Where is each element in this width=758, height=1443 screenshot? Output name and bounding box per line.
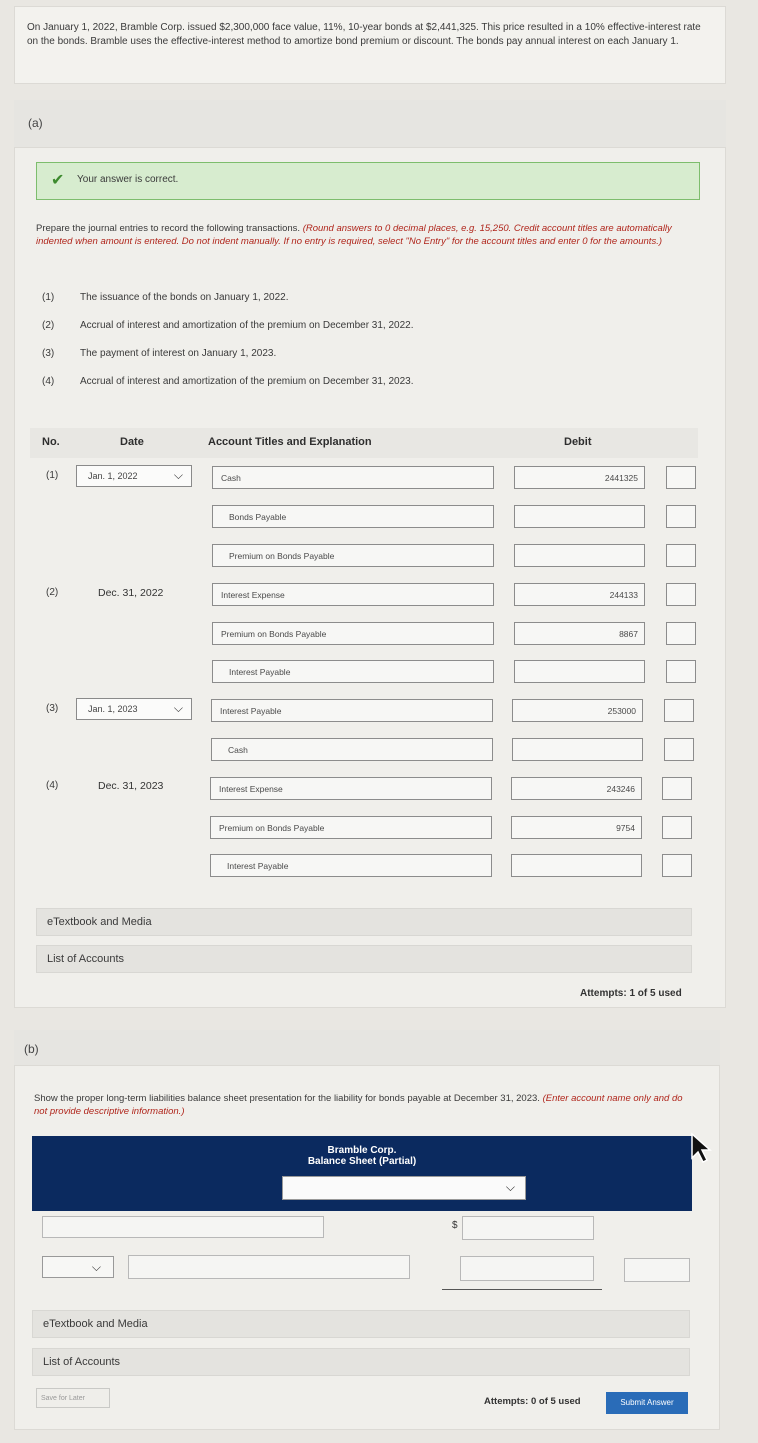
problem-statement: On January 1, 2022, Bramble Corp. issued $2,300,000 face value, 11%, 10-year bonds at $2,441,325. This price resulted in a 10% effective-interest rate on the bonds. Bramble uses the effective-interest method to amortize bond premium or discount. The bonds pay annual interest on each January 1. xyxy=(14,6,726,84)
transaction-number: (4) xyxy=(42,376,55,387)
account-input[interactable]: Interest Payable xyxy=(210,854,492,877)
credit-input[interactable] xyxy=(666,505,696,528)
transaction-number: (2) xyxy=(42,320,55,331)
etextbook-media-link[interactable]: eTextbook and Media xyxy=(32,1310,690,1338)
account-input[interactable]: Interest Payable xyxy=(211,699,493,722)
attempts-counter: Attempts: 1 of 5 used xyxy=(580,988,682,999)
etextbook-media-link[interactable]: eTextbook and Media xyxy=(36,908,692,936)
mouse-cursor-icon xyxy=(690,1132,712,1164)
credit-input[interactable] xyxy=(666,660,696,683)
debit-input[interactable] xyxy=(514,660,645,683)
account-input[interactable]: Interest Payable xyxy=(212,660,494,683)
account-input[interactable]: Premium on Bonds Payable xyxy=(210,816,492,839)
debit-input[interactable]: 253000 xyxy=(512,699,643,722)
part-b-label: (b) xyxy=(24,1042,39,1056)
submit-answer-button[interactable]: Submit Answer xyxy=(606,1392,688,1414)
credit-input[interactable] xyxy=(666,583,696,606)
transaction-text: The issuance of the bonds on January 1, 2022. xyxy=(80,292,289,303)
credit-input[interactable] xyxy=(662,854,692,877)
instructions-text: Show the proper long-term liabilities balance sheet presentation for the liability for bonds payable at December 31, 2023. xyxy=(34,1093,540,1104)
debit-input[interactable] xyxy=(512,738,643,761)
credit-input[interactable] xyxy=(662,816,692,839)
part-a-label: (a) xyxy=(28,116,43,130)
credit-input[interactable] xyxy=(662,777,692,800)
transaction-text: Accrual of interest and amortization of the premium on December 31, 2022. xyxy=(80,320,414,331)
chevron-down-icon: ⌵ xyxy=(91,1260,101,1274)
account-input[interactable]: Cash xyxy=(211,738,493,761)
entry-number: (1) xyxy=(46,470,59,481)
debit-input[interactable]: 8867 xyxy=(514,622,645,645)
dollar-sign: $ xyxy=(452,1220,458,1231)
credit-input[interactable] xyxy=(664,738,694,761)
total-input[interactable] xyxy=(624,1258,690,1282)
transaction-text: Accrual of interest and amortization of the premium on December 31, 2023. xyxy=(80,376,414,387)
amount-input[interactable] xyxy=(460,1256,594,1281)
chevron-down-icon: ⌵ xyxy=(173,701,183,715)
header-no: No. xyxy=(42,436,60,448)
account-input[interactable]: Premium on Bonds Payable xyxy=(212,622,494,645)
correct-answer-banner xyxy=(36,162,700,200)
part-b-header xyxy=(14,1030,720,1066)
instructions-note: (Round answers to 0 decimal places, e.g. 15,250. Credit account titles are automatically indented when amount is entered. Do not indent manually. If no entry is required, select "No Entry" for the account titles and enter 0 for the amounts.) xyxy=(36,223,672,247)
debit-input[interactable] xyxy=(514,505,645,528)
credit-input[interactable] xyxy=(664,699,694,722)
list-of-accounts-link[interactable]: List of Accounts xyxy=(36,945,692,973)
header-date: Date xyxy=(120,436,144,448)
amount-input[interactable] xyxy=(462,1216,594,1240)
account-input[interactable] xyxy=(128,1255,410,1279)
date-select[interactable] xyxy=(282,1176,526,1200)
checkmark-icon: ✔ xyxy=(51,172,65,189)
company-name: Bramble Corp. xyxy=(327,1145,397,1156)
debit-input[interactable]: 243246 xyxy=(511,777,642,800)
debit-input[interactable]: 2441325 xyxy=(514,466,645,489)
entry-number: (4) xyxy=(46,780,59,791)
transaction-number: (1) xyxy=(42,292,55,303)
part-a-header xyxy=(14,100,726,148)
header-account: Account Titles and Explanation xyxy=(208,436,372,448)
header-debit: Debit xyxy=(564,436,592,448)
chevron-down-icon: ⌵ xyxy=(173,468,183,482)
add-less-select[interactable] xyxy=(42,1256,114,1278)
account-input[interactable]: Premium on Bonds Payable xyxy=(212,544,494,567)
chevron-down-icon: ⌵ xyxy=(505,1180,515,1194)
account-input[interactable]: Interest Expense xyxy=(210,777,492,800)
date-select[interactable] xyxy=(76,465,192,487)
date-value: Dec. 31, 2022 xyxy=(98,587,164,599)
entry-number: (2) xyxy=(46,587,59,598)
account-input[interactable]: Bonds Payable xyxy=(212,505,494,528)
entry-number: (3) xyxy=(46,703,59,714)
account-input[interactable]: Interest Expense xyxy=(212,583,494,606)
list-of-accounts-link[interactable]: List of Accounts xyxy=(32,1348,690,1376)
debit-input[interactable]: 9754 xyxy=(511,816,642,839)
instructions-note: (Enter account name only and do not provide descriptive information.) xyxy=(34,1093,683,1117)
date-value: Jan. 1, 2023 xyxy=(88,704,138,714)
credit-input[interactable] xyxy=(666,466,696,489)
account-input[interactable]: Cash xyxy=(212,466,494,489)
date-select[interactable] xyxy=(76,698,192,720)
transaction-text: The payment of interest on January 1, 2023. xyxy=(80,348,277,359)
debit-input[interactable]: 244133 xyxy=(514,583,645,606)
attempts-counter: Attempts: 0 of 5 used xyxy=(484,1396,581,1407)
date-value: Jan. 1, 2022 xyxy=(88,471,138,481)
account-input[interactable] xyxy=(42,1216,324,1238)
instructions-text: Prepare the journal entries to record the following transactions. xyxy=(36,223,301,234)
part-b-instructions xyxy=(34,1092,694,1118)
credit-input[interactable] xyxy=(666,544,696,567)
total-underline xyxy=(442,1289,602,1290)
transaction-number: (3) xyxy=(42,348,55,359)
credit-input[interactable] xyxy=(666,622,696,645)
statement-title: Balance Sheet (Partial) xyxy=(307,1156,417,1167)
debit-input[interactable] xyxy=(511,854,642,877)
date-value: Dec. 31, 2023 xyxy=(98,780,164,792)
save-for-later-button[interactable]: Save for Later xyxy=(36,1388,110,1408)
debit-input[interactable] xyxy=(514,544,645,567)
part-a-instructions xyxy=(36,222,702,248)
correct-message: Your answer is correct. xyxy=(77,174,179,185)
